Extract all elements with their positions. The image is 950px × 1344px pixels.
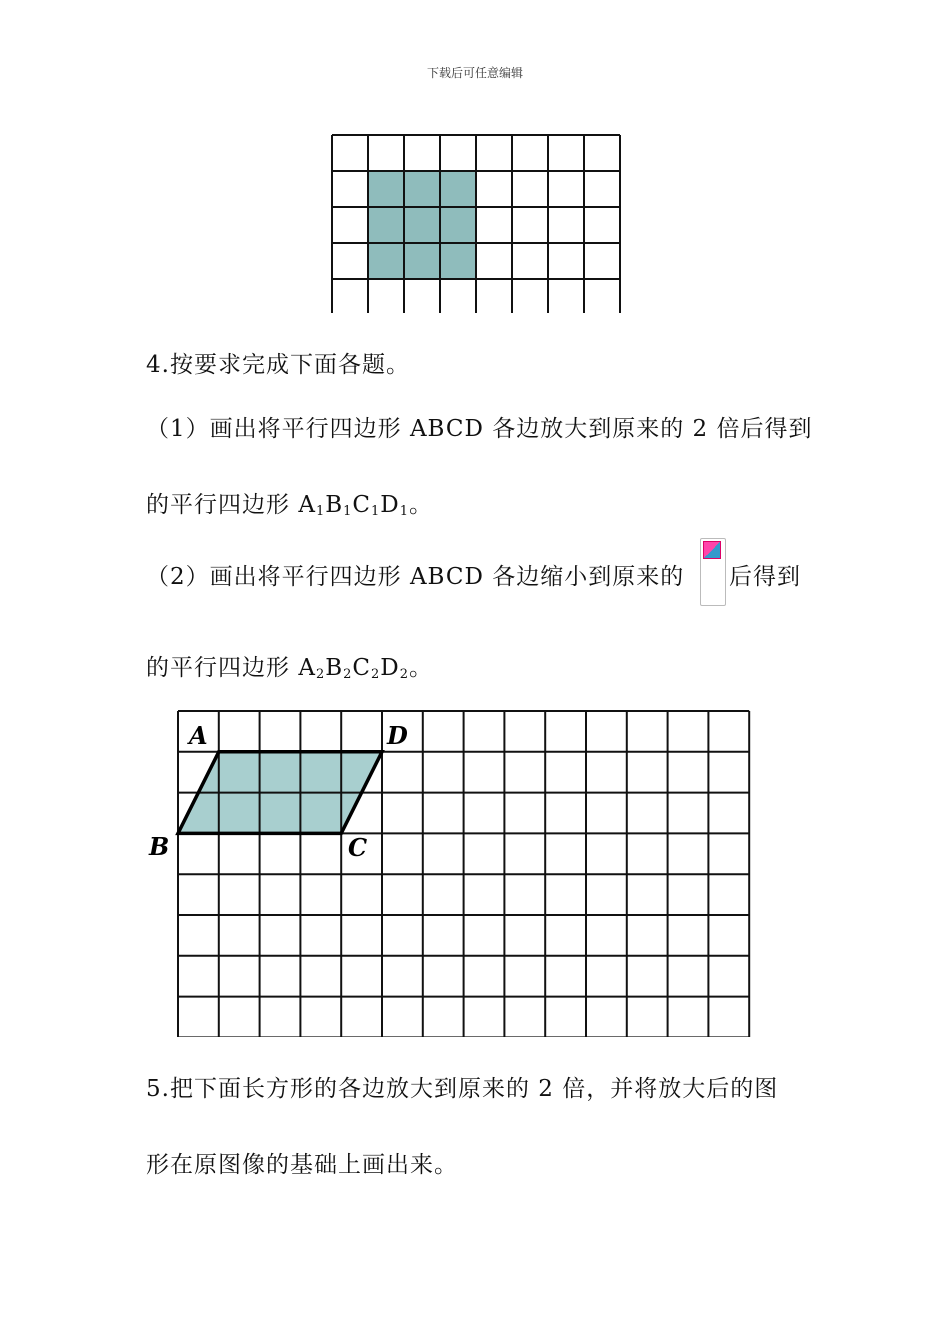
label-B: B	[149, 832, 170, 861]
broken-image-icon	[703, 541, 721, 559]
shaded-square	[368, 171, 476, 279]
problem4-part2-line1b: 后得到	[729, 564, 801, 590]
problem4-title: 4.按要求完成下面各题。	[146, 352, 410, 378]
part1-prefix: 的平行四边形	[146, 492, 299, 518]
label-A: A	[189, 721, 208, 750]
label-D: D	[387, 721, 408, 750]
problem5-line2: 形在原图像的基础上画出来。	[146, 1152, 458, 1178]
problem4-part2-line1a: （2）画出将平行四边形 ABCD 各边缩小到原来的	[146, 564, 685, 590]
label-C: C	[348, 833, 368, 862]
grid-1	[330, 133, 623, 313]
problem4-part1-line2: 的平行四边形 $A_1B_1C_1D_1$。	[146, 492, 434, 519]
problem5-line1: 5.把下面长方形的各边放大到原来的 2 倍，并将放大后的图	[146, 1076, 779, 1102]
part2-shape-name: $A_2B_2C_2D_2$	[298, 655, 410, 682]
part2-prefix: 的平行四边形	[146, 655, 299, 681]
part1-shape-name: $A_1B_1C_1D_1$	[298, 492, 410, 519]
page-header: 下载后可任意编辑	[426, 66, 523, 80]
problem4-part1-line1: （1）画出将平行四边形 ABCD 各边放大到原来的 2 倍后得到	[146, 416, 813, 442]
broken-image-fraction	[700, 538, 726, 606]
grid-2	[145, 705, 755, 1037]
problem4-part2-line2: 的平行四边形 $A_2B_2C_2D_2$。	[146, 655, 434, 682]
